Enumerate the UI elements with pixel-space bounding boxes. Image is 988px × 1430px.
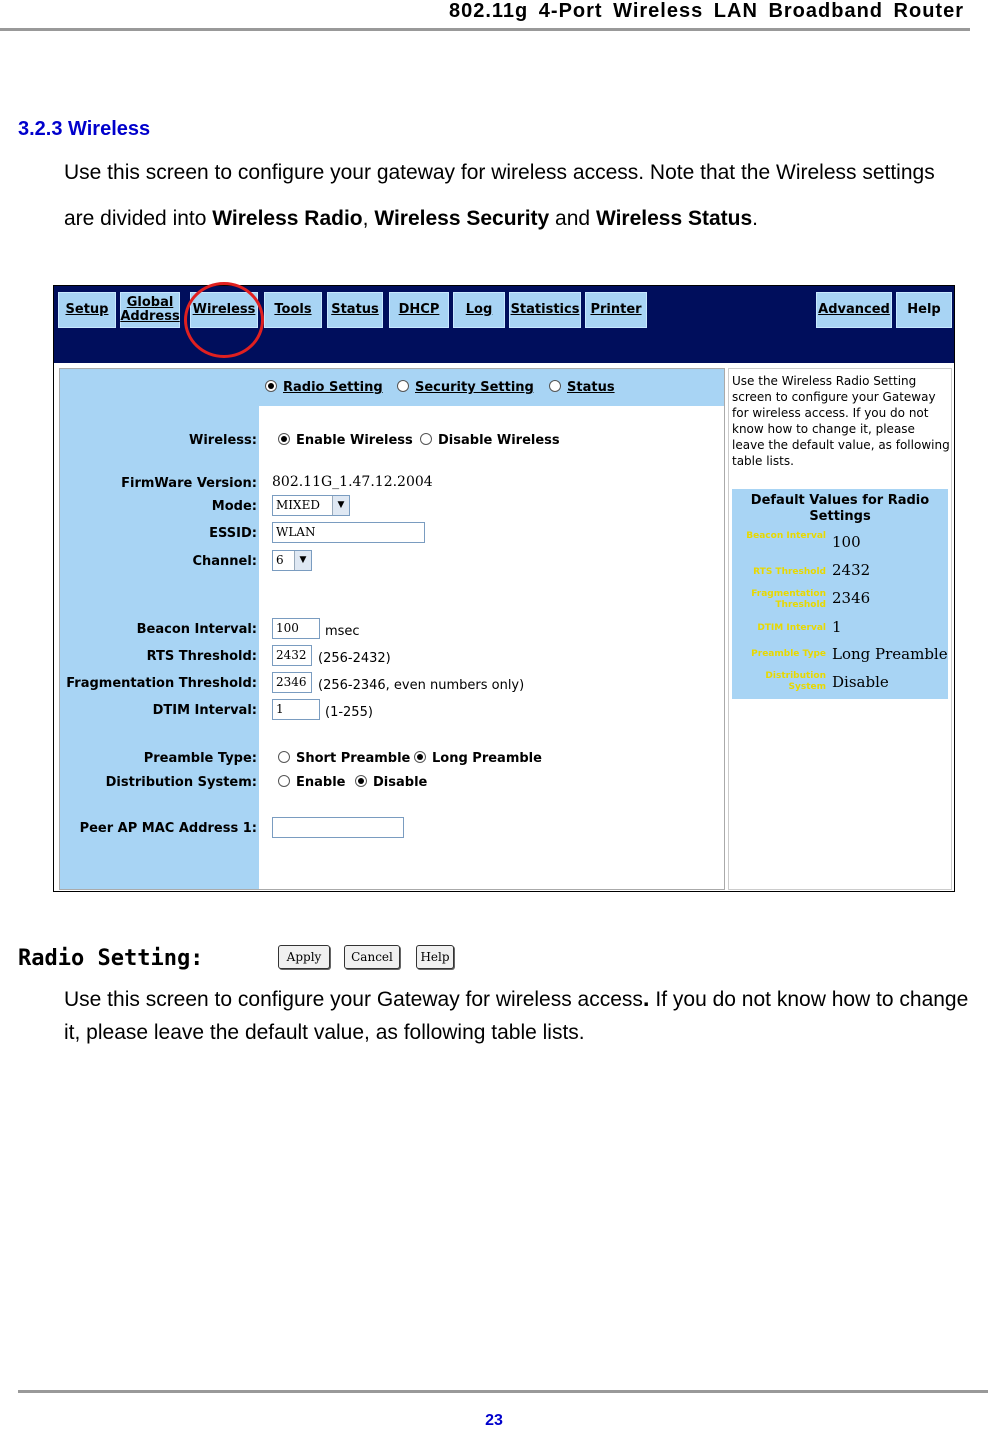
dtim-range: (1-255) (325, 705, 373, 720)
radio-icon (414, 751, 426, 763)
section-title: 3.2.3 Wireless (18, 118, 151, 140)
distribution-disable-label: Disable (373, 775, 428, 790)
mode-select[interactable] (272, 495, 350, 516)
enable-wireless-label: Enable Wireless (296, 433, 413, 448)
default-key: DTIM Interval (757, 623, 826, 633)
default-value: 2346 (832, 589, 871, 607)
tab-help[interactable]: Help (896, 292, 952, 328)
router-ui-screenshot (53, 285, 955, 964)
beacon-interval-input[interactable]: 100 (272, 618, 320, 639)
enable-wireless-radio[interactable] (278, 433, 413, 448)
tab-tools[interactable]: Tools (264, 292, 322, 328)
default-key: RTS Threshold (753, 567, 826, 577)
wireless-label: Wireless: (189, 433, 257, 448)
intro-sep-1: , (362, 207, 375, 230)
option-security-setting-label: Security Setting (415, 380, 534, 395)
radio-icon (278, 775, 290, 787)
peer-ap-mac-label: Peer AP MAC Address 1: (79, 821, 257, 836)
help-text: Use the Wireless Radio Setting screen to configure your Gateway for wireless access. If you do not know how to change it, please leave the default value, as following table lists. (732, 374, 950, 468)
default-values-title: Default Values for Radio Settings (750, 493, 930, 524)
intro-end: . (752, 207, 758, 230)
default-value: 100 (832, 533, 861, 551)
chevron-down-icon: ▼ (294, 551, 311, 570)
default-value: Long Preamble (832, 645, 948, 663)
essid-input[interactable]: WLAN (272, 522, 425, 543)
radio-setting-text-2: If you do not know how to change it, please leave the default value, as following table lists. (64, 988, 969, 1044)
long-preamble-radio[interactable] (414, 751, 542, 766)
beacon-interval-label: Beacon Interval: (136, 622, 257, 637)
short-preamble-label: Short Preamble (296, 751, 411, 766)
channel-value: 6 (276, 553, 284, 567)
radio-icon (265, 380, 277, 392)
tab-log[interactable]: Log (453, 292, 505, 328)
short-preamble-radio[interactable] (278, 751, 410, 766)
option-radio-setting-label: Radio Setting (283, 380, 383, 395)
dtim-interval-input[interactable]: 1 (272, 699, 320, 720)
radio-icon (420, 433, 432, 445)
default-key: Beacon Interval (746, 531, 826, 541)
dtim-interval-label: DTIM Interval: (152, 703, 257, 718)
option-radio-setting[interactable] (265, 380, 383, 395)
tab-advanced[interactable]: Advanced (816, 292, 892, 328)
fragmentation-threshold-input[interactable]: 2346 (272, 672, 312, 693)
sub-options-bar (259, 369, 724, 406)
tab-wireless[interactable]: Wireless (190, 292, 258, 328)
option-status[interactable] (549, 380, 615, 395)
default-value: 1 (832, 618, 842, 636)
fragmentation-threshold-label: Fragmentation Threshold: (66, 676, 257, 691)
preamble-type-label: Preamble Type: (143, 751, 257, 766)
channel-select[interactable] (272, 550, 312, 571)
tab-printer[interactable]: Printer (585, 292, 647, 328)
tab-statistics[interactable]: Statistics (509, 292, 581, 328)
peer-ap-mac-input[interactable] (272, 817, 404, 838)
radio-settings-form (59, 368, 725, 964)
intro-bold-radio: Wireless Radio (212, 207, 363, 230)
default-value: Disable (832, 673, 889, 691)
tab-dhcp[interactable]: DHCP (389, 292, 449, 328)
section-intro (64, 150, 964, 242)
chevron-down-icon: ▼ (332, 496, 349, 515)
radio-setting-dot: . (642, 985, 650, 1012)
rts-range: (256-2432) (318, 651, 391, 666)
channel-label: Channel: (192, 554, 257, 569)
footer-divider (18, 1390, 988, 1393)
default-key: Fragmentation Threshold (751, 589, 826, 610)
default-value: 2432 (832, 561, 871, 579)
fragmentation-range: (256-2346, even numbers only) (318, 678, 525, 693)
radio-setting-description (64, 982, 969, 1049)
option-security-setting[interactable] (397, 380, 534, 395)
help-panel (728, 368, 952, 890)
top-navigation (54, 286, 954, 363)
tab-global-address[interactable]: Global Address (120, 292, 180, 328)
long-preamble-label: Long Preamble (432, 751, 542, 766)
intro-text: Use this screen to configure your gateway for wireless access. Note that the Wireless settings are divided into (64, 161, 935, 230)
radio-icon (549, 380, 561, 392)
distribution-enable-radio[interactable] (278, 775, 346, 790)
apply-button[interactable]: Apply (278, 945, 330, 969)
radio-icon (355, 775, 367, 787)
rts-threshold-label: RTS Threshold: (146, 649, 257, 664)
default-key: Distribution System (765, 671, 826, 692)
intro-sep-2: and (549, 207, 596, 230)
header-divider (0, 28, 970, 31)
cancel-button[interactable]: Cancel (344, 945, 400, 969)
mode-label: Mode: (211, 499, 257, 514)
tab-setup[interactable]: Setup (58, 292, 116, 328)
rts-threshold-input[interactable]: 2432 (272, 645, 312, 666)
tab-status[interactable]: Status (327, 292, 383, 328)
distribution-enable-label: Enable (296, 775, 346, 790)
firmware-value: 802.11G_1.47.12.2004 (272, 474, 433, 490)
distribution-disable-radio[interactable] (355, 775, 427, 790)
radio-setting-text-1: Use this screen to configure your Gateway for wireless access (64, 988, 643, 1011)
document-header-title: 802.11g 4-Port Wireless LAN Broadband Router (448, 0, 964, 22)
beacon-unit: msec (325, 624, 360, 639)
radio-setting-title: Radio Setting: (18, 946, 204, 971)
mode-value: MIXED (276, 498, 320, 512)
firmware-label: FirmWare Version: (121, 476, 257, 491)
page-number: 23 (485, 1412, 503, 1429)
radio-icon (278, 751, 290, 763)
disable-wireless-radio[interactable] (420, 433, 560, 448)
essid-label: ESSID: (209, 526, 257, 541)
default-key: Preamble Type (751, 649, 826, 659)
radio-icon (397, 380, 409, 392)
intro-bold-security: Wireless Security (374, 207, 550, 230)
option-status-label: Status (567, 380, 615, 395)
default-values-box (732, 489, 948, 699)
radio-icon (278, 433, 290, 445)
disable-wireless-label: Disable Wireless (438, 433, 560, 448)
distribution-system-label: Distribution System: (105, 775, 257, 790)
intro-bold-status: Wireless Status (595, 207, 753, 230)
help-button[interactable]: Help (416, 945, 454, 969)
highlight-circle (184, 282, 264, 358)
